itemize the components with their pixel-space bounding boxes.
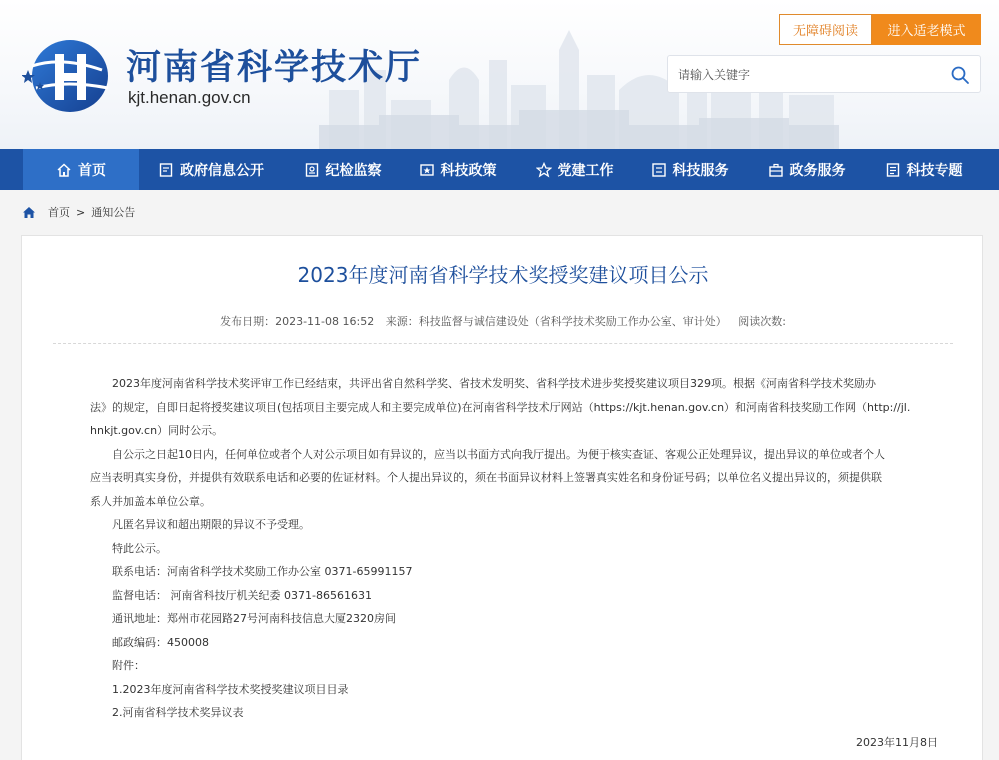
policy-icon	[419, 162, 435, 178]
read-count: 阅读次数:	[738, 315, 786, 328]
nav-label: 纪检监察	[325, 162, 382, 179]
site-header	[0, 0, 999, 149]
site-title: 河南省科学技术厅	[126, 48, 423, 88]
paragraph: 凡匿名异议和超出期限的异议不予受理。	[112, 518, 310, 531]
paragraph-line: 应当表明真实身份，并提供有效联系电话和必要的佐证材料。个人提出异议的，须在书面异议材料上签署真实姓名和身份证号码；以单位名义提出异议的，须提供联	[90, 471, 882, 484]
paragraph-line: 法》的规定，自即日起将授奖建议项目(包括项目主要完成人和主要完成单位)在河南省科学技术厅网站（https://kjt.henan.gov.cn）和河南省科技奖励工作网（http://jl.	[90, 400, 911, 414]
nav-item-gov-info[interactable]	[146, 149, 276, 190]
postcode: 邮政编码：450008	[112, 635, 209, 649]
nav-item-tech-service[interactable]	[637, 149, 742, 190]
nav-label: 首页	[78, 162, 106, 179]
inspection-icon	[304, 162, 320, 178]
attachment-link[interactable]: 2.河南省科学技术奖异议表	[112, 706, 244, 719]
nav-item-party[interactable]	[522, 149, 627, 190]
site-logo[interactable]	[22, 36, 442, 116]
nav-label: 政府信息公开	[180, 162, 264, 179]
publish-date: 发布日期：2023-11-08 16:52	[220, 315, 375, 328]
breadcrumb-current[interactable]: 通知公告	[91, 206, 136, 219]
contact-phone: 联系电话：河南省科学技术奖励工作办公室 0371-65991157	[112, 565, 413, 578]
search-icon[interactable]	[950, 65, 970, 85]
nav-label: 科技服务	[672, 162, 729, 179]
article-container	[21, 235, 983, 760]
divider	[53, 343, 953, 344]
attachments-label: 附件：	[112, 659, 145, 672]
nav-item-inspection[interactable]	[290, 149, 395, 190]
briefcase-icon	[768, 162, 784, 178]
attachment-link[interactable]: 1.2023年度河南省科学技术奖授奖建议项目目录	[112, 682, 349, 696]
address: 通讯地址：郑州市花园路27号河南科技信息大厦2320房间	[112, 612, 396, 625]
supervise-phone: 监督电话： 河南省科技厅机关纪委 0371-86561631	[112, 588, 372, 602]
search-input[interactable]	[678, 64, 938, 86]
nav-item-topic[interactable]	[871, 149, 976, 190]
accessible-reading-button[interactable]: 无障碍阅读	[779, 14, 872, 45]
search-box	[667, 55, 981, 93]
paragraph-line: 2023年度河南省科学技术奖评审工作已经结束，共评出省自然科学奖、省技术发明奖、省科学技术进步奖授奖建议项目329项。根据《河南省科学技术奖励办	[112, 377, 876, 390]
nav-label: 政务服务	[789, 162, 846, 179]
article-source: 来源：科技监督与诚信建设处（省科学技术奖励工作办公室、审计处）	[385, 315, 727, 328]
nav-label: 科技专题	[906, 162, 963, 179]
nav-label: 科技政策	[440, 162, 497, 179]
site-url: kjt.henan.gov.cn	[128, 88, 251, 107]
list-icon	[651, 162, 667, 178]
nav-label: 党建工作	[557, 162, 614, 179]
home-icon	[22, 206, 36, 219]
nav-item-policy[interactable]	[405, 149, 510, 190]
nav-item-home[interactable]	[23, 149, 139, 190]
article-body	[90, 372, 942, 725]
document-icon	[158, 162, 174, 178]
main-nav	[0, 149, 999, 190]
topic-icon	[885, 162, 901, 178]
breadcrumb-home-link[interactable]: 首页	[48, 206, 70, 219]
article-meta	[22, 313, 984, 329]
paragraph-line: hnkjt.gov.cn）同时公示。	[90, 424, 224, 437]
paragraph: 特此公示。	[112, 541, 167, 555]
breadcrumb-separator: >	[76, 205, 86, 219]
breadcrumb	[22, 204, 135, 220]
paragraph-line: 系人并加盖本单位公章。	[90, 494, 211, 508]
elderly-mode-button[interactable]: 进入适老模式	[872, 14, 981, 45]
paragraph-line: 自公示之日起10日内，任何单位或者个人对公示项目如有异议的，应当以书面方式向我厅提出。为便于核实查证、客观公正处理异议，提出异议的单位或者个人	[112, 447, 885, 461]
sign-date: 2023年11月8日	[856, 736, 938, 749]
logo-emblem-icon	[22, 36, 112, 114]
star-icon	[536, 162, 552, 178]
article-title: 2023年度河南省科学技术奖授奖建议项目公示	[297, 263, 709, 287]
home-icon	[56, 162, 72, 178]
nav-item-gov-service[interactable]	[754, 149, 859, 190]
